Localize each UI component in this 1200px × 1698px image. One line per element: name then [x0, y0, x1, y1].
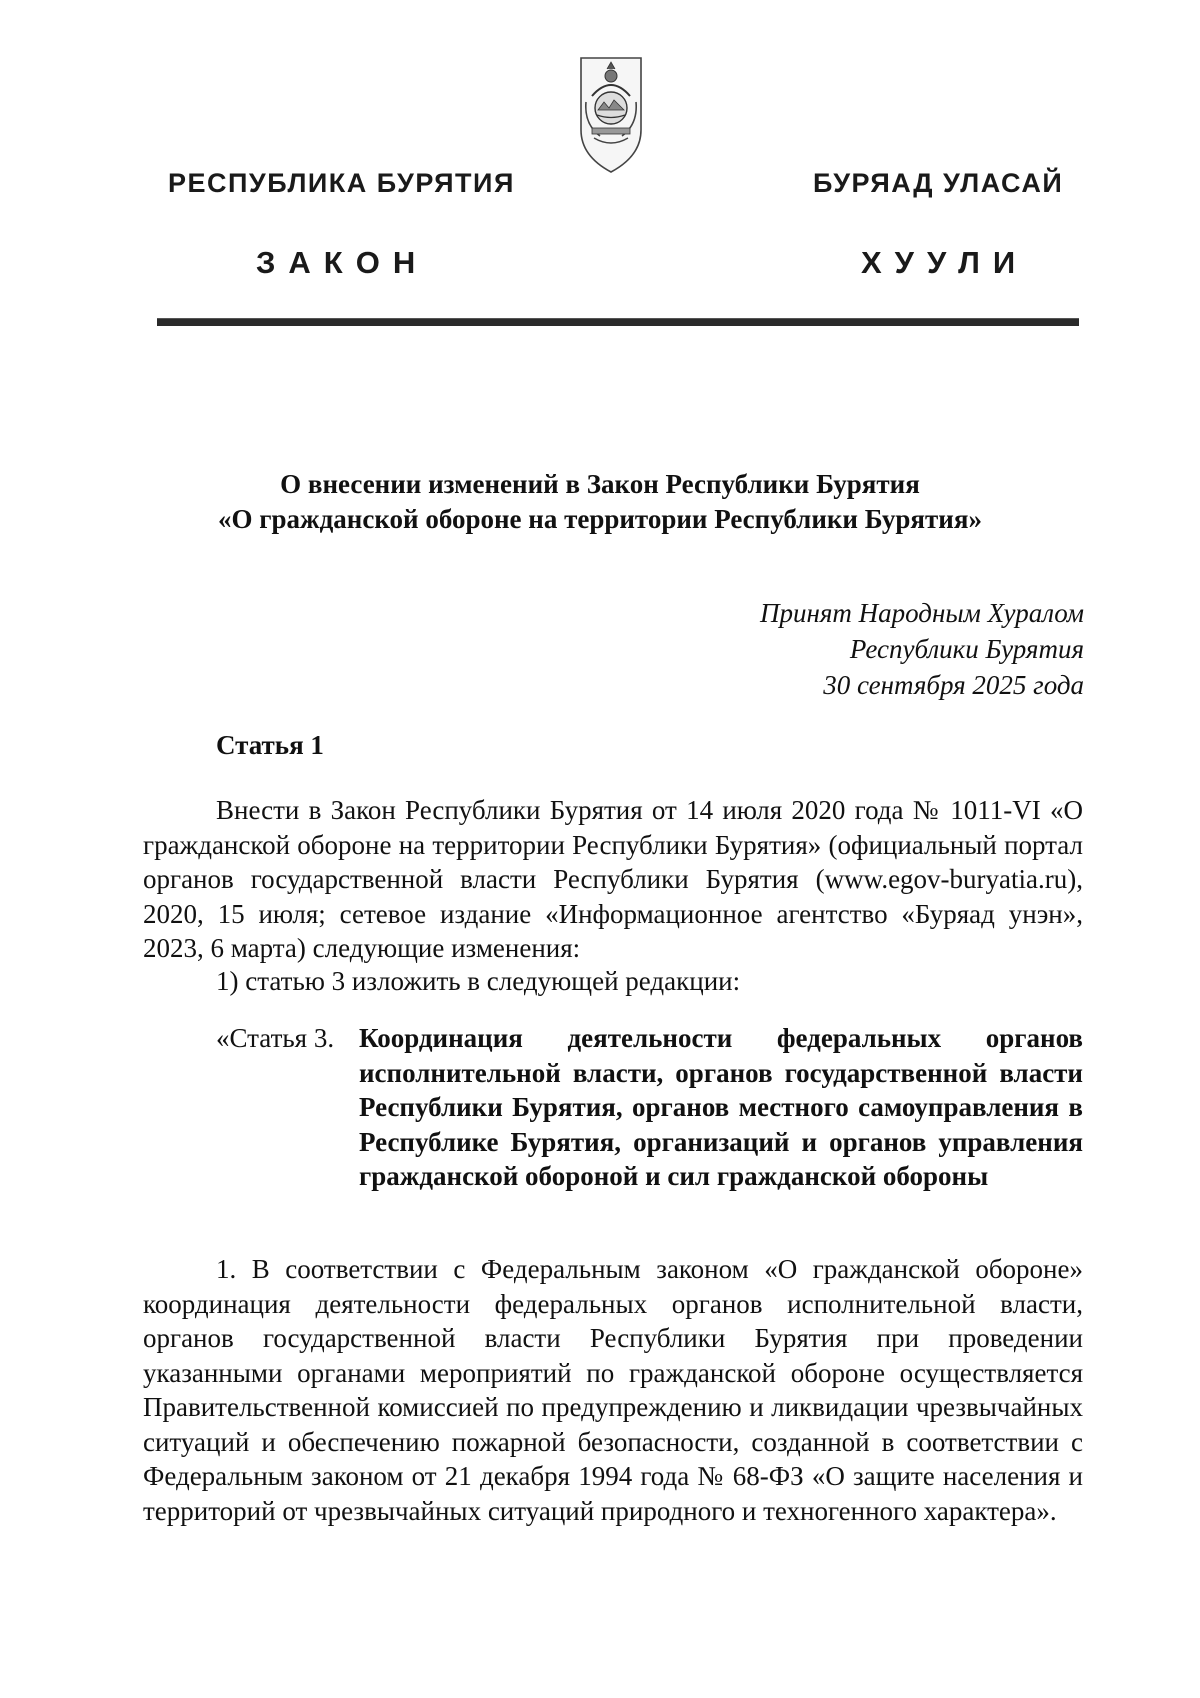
document-title-line-2: «О гражданской обороне на территории Республики Бурятия» — [218, 504, 982, 534]
adoption-note-line-1: Принят Народным Хуралом — [759, 598, 1084, 628]
article-3-title: Координация деятельности федеральных органов исполнительной власти, органов государственной власти Республики Бурятия, органов местного самоуправления в Республике Бурятия, организаций и органов управления гражданской обороной и сил гражданской обороны — [359, 1023, 1083, 1191]
republic-name-russian: РЕСПУБЛИКА БУРЯТИЯ — [168, 168, 515, 198]
law-label-russian: ЗАКОН — [256, 245, 429, 280]
law-label-buryat: ХУУЛИ — [861, 245, 1029, 280]
header-divider — [157, 318, 1079, 326]
adoption-date: 30 сентября 2025 года — [823, 670, 1084, 700]
coat-of-arms-icon — [578, 52, 644, 176]
republic-name-buryat: БУРЯАД УЛАСАЙ — [813, 168, 1064, 198]
adoption-note-line-2: Республики Бурятия — [849, 634, 1084, 664]
article-1-paragraph-1: Внести в Закон Республики Бурятия от 14 июля 2020 года № 1011-VI «О гражданской обороне на территории Республики Бурятия» (официальный портал органов государственной власти Республики Бурятия (www.egov-buryatia.ru), 2020, 15 июля; сетевое издание «Информационное агентство «Буряад унэн», 2023, 6 марта) следующие изменения: — [143, 795, 1083, 963]
document-title-line-1: О внесении изменений в Закон Республики Бурятия — [280, 469, 920, 499]
article-1-heading: Статья 1 — [216, 730, 324, 760]
article-1-paragraph-2: 1) статью 3 изложить в следующей редакции: — [216, 966, 741, 996]
article-3-paragraph-1: 1. В соответствии с Федеральным законом «О гражданской обороне» координация деятельности федеральных органов исполнительной власти, органов государственной власти Республики Бурятия при проведении указанными органами мероприятий по гражданской обороне осуществляется Правительственной комиссией по предупреждению и ликвидации чрезвычайных ситуаций и обеспечению пожарной безопасности, созданной в соответствии с Федеральным законом от 21 декабря 1994 года № 68-ФЗ «О защите населения и территорий от чрезвычайных ситуаций природного и техногенного характера». — [143, 1254, 1083, 1526]
article-3-label: «Статья 3. — [216, 1023, 335, 1053]
